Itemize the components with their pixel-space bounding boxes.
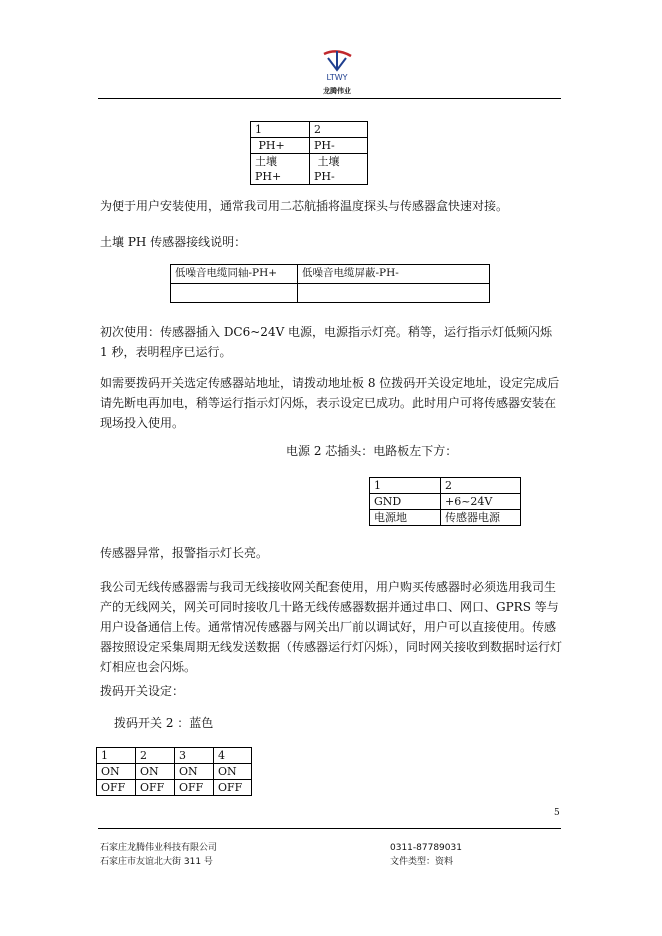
table-cell: PH- — [310, 138, 368, 154]
footer-address: 石家庄市友谊北大街 311 号 — [100, 857, 213, 867]
table-cell: OFF — [97, 780, 136, 796]
footer-doctype: 文件类型：资料 — [390, 857, 454, 867]
table-cell: 4 — [214, 748, 252, 764]
table-cell: 1 — [97, 748, 136, 764]
table-cell: 2 — [441, 478, 521, 494]
table-row — [251, 154, 368, 185]
table-cell — [298, 284, 490, 303]
table-row — [97, 780, 252, 796]
para-power-title: 电源 2 芯插头：电路板左下方： — [286, 444, 458, 458]
company-logo-icon — [318, 46, 356, 84]
table-cell: +6~24V — [441, 494, 521, 510]
table-cell: 2 — [310, 122, 368, 138]
table-cell: 1 — [370, 478, 441, 494]
table-row — [251, 138, 368, 154]
table-cell: ON — [214, 764, 252, 780]
table-row — [97, 748, 252, 764]
table-cell: ON — [97, 764, 136, 780]
page-number: 5 — [554, 808, 560, 818]
table-cell: 低噪音电缆同轴-PH+ — [171, 265, 298, 284]
table-cell: 土壤 PH- — [310, 154, 368, 185]
table-cell: 低噪音电缆屏蔽-PH- — [298, 265, 490, 284]
table-row — [97, 764, 252, 780]
table-cell: 1 — [251, 122, 310, 138]
para-dip2: 拨码开关 2 ：蓝色 — [114, 716, 214, 730]
table-cell: ON — [136, 764, 175, 780]
table-cell: ON — [175, 764, 214, 780]
logo-text: LTWY — [326, 73, 348, 82]
table-cell — [171, 284, 298, 303]
ph-table — [250, 121, 368, 185]
table-row — [171, 284, 490, 303]
table-cell: OFF — [214, 780, 252, 796]
table-cell: PH+ — [251, 138, 310, 154]
table-row — [370, 478, 521, 494]
footer-company: 石家庄龙腾伟业科技有限公司 — [100, 843, 218, 853]
table-row — [171, 265, 490, 284]
table-cell: GND — [370, 494, 441, 510]
table-row — [370, 510, 521, 526]
dip-table — [96, 747, 252, 796]
header-rule — [98, 98, 561, 99]
para-wireless: 我公司无线传感器需与我司无线接收网关配套使用，用户购买传感器时必须选用我司生产的无线网关，网关可同时接收几十路无线传感器数据并通过串口、网口、GPRS 等与用户设备通信上传。通常情况传感器与网关出厂前以调试好，用户可以直接使用。传感器按照设定采集周期无线发送数据（传感器运行灯闪烁），同时网关接收到数据时运行灯灯相应也会闪烁。 — [100, 580, 563, 674]
para-dip-setting: 拨码开关设定： — [100, 684, 185, 698]
table-cell: 2 — [136, 748, 175, 764]
table-cell: 电源地 — [370, 510, 441, 526]
table-cell: OFF — [136, 780, 175, 796]
table-cell: 土壤 PH+ — [251, 154, 310, 185]
footer-phone: 0311-87789031 — [390, 843, 462, 853]
para-alarm: 传感器异常，报警指示灯长亮。 — [100, 546, 269, 560]
cable-table — [170, 264, 490, 303]
table-cell: 传感器电源 — [441, 510, 521, 526]
footer-rule — [98, 828, 561, 829]
para-dip: 如需要拨码开关选定传感器站地址，请拨动地址板 8 位拨码开关设定地址，设定完成后请先断电再加电，稍等运行指示灯闪烁，表示设定已成功。此时用户可将传感器安装在现场投入使用。 — [100, 376, 560, 430]
table-cell: 3 — [175, 748, 214, 764]
para-wiring-title: 土壤 PH 传感器接线说明： — [100, 235, 247, 249]
table-cell: OFF — [175, 780, 214, 796]
para-install: 为便于用户安装使用，通常我司用二芯航插将温度探头与传感器盒快速对接。 — [100, 199, 509, 213]
table-row — [251, 122, 368, 138]
power-table — [369, 477, 521, 526]
para-first-use: 初次使用：传感器插入 DC6~24V 电源，电源指示灯亮。稍等，运行指示灯低频闪烁 1 秒，表明程序已运行。 — [100, 325, 553, 359]
table-row — [370, 494, 521, 510]
brand-name: 龙腾伟业 — [323, 87, 351, 95]
